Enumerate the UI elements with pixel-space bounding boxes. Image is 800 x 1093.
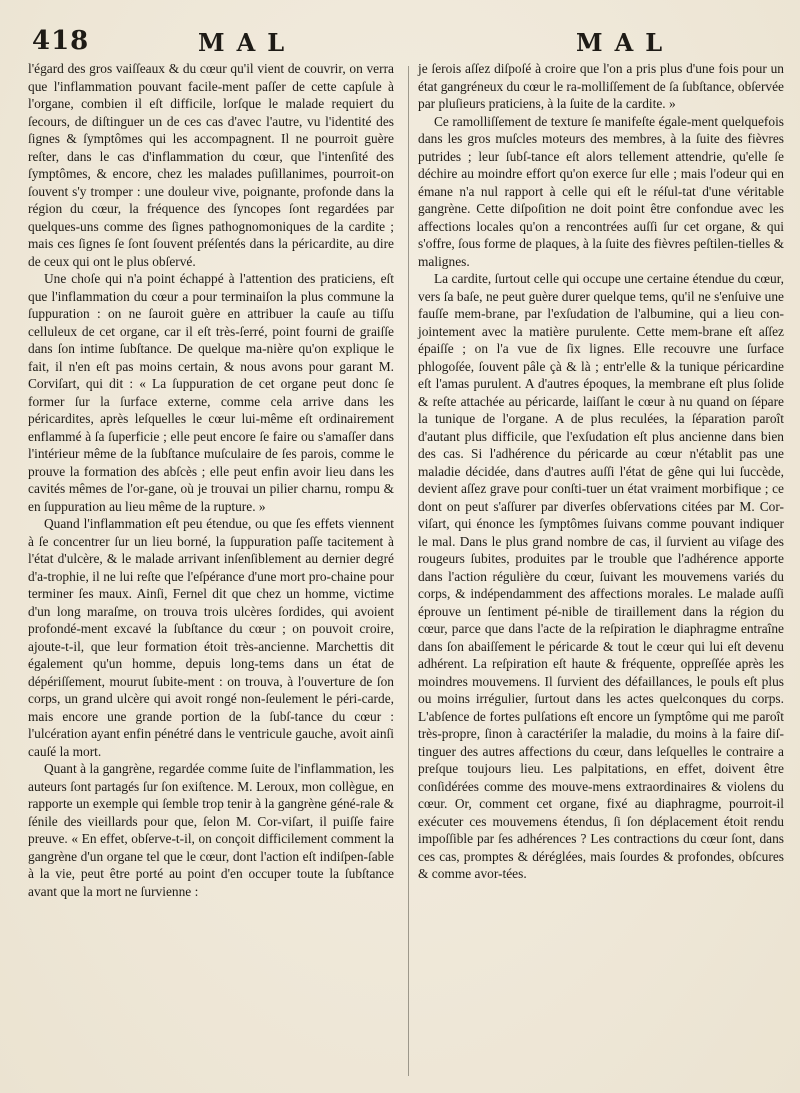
page-header [28,26,772,60]
running-head-left: MAL [198,28,297,57]
paragraph: je ſerois aſſez diſpoſé à croire que l'on a pris plus d'une fois pour un état gangréneux du cœur le ra-molliſſement de ſa ſubſtance, obſervée par pluſieurs praticiens, à la ſuite de la cardite. » [418,61,784,111]
column-divider [408,66,409,1076]
paragraph: Quant à la gangrène, regardée comme ſuite de l'inflammation, les auteurs ſont partagés ſur ſon exiſtence. M. Leroux, mon collègue, en rapporte un exemple qui ſemble trop tenir à la gangrène géné-rale & ſénile des vieillards pour que, ſelon M. Cor-viſart, il puiſſe faire preuve. « En effet, obſerve-t-il, on conçoit difficilement comment la gangrène d'un organe tel que le cœur, dont l'action eſt indiſpen-ſable à la vie, peut être porté au point d'en occuper toute la ſubſtance avant que la mort ne ſurvienne : [28,761,394,899]
right-column [418,60,784,883]
left-column [28,60,394,900]
paragraph: Ce ramolliſſement de texture ſe manifeſte égale-ment quelquefois dans les gros muſcles moteurs des membres, à la ſuite des fièvres putrides ; leur ſubſ-tance eſt alors tellement attendrie, qu'elle ſe déchire au moindre effort qu'on exerce ſur elle ; mais l'odeur qui en émane n'a nul rapport à celle qui eſt le réſul-tat d'une véritable gangrène. Cette diſpoſition ne doit point être confondue avec les affections locales qu'on a rencontrées auſſi ſur cet organe, & qui s'offre, ſous forme de plaques, à la ſuite des fièvres peſtilen-tielles & malignes. [418,113,784,269]
paragraph: Quand l'inflammation eſt peu étendue, ou que ſes effets viennent à ſe concentrer ſur un lieu borné, la ſuppuration paſſe tacitement à l'état d'ulcère, & le malade arrivant inſenſiblement au dernier degré d'a-trophie, il ne lui reſte que l'eſpérance d'une mort pro-chaine pour terminer ſes maux. Ainſi, Fernel dit que chez un homme, victime d'un long maraſme, on trouva trois ulcères ſordides, qui avoient profondé-ment excavé la ſubſtance du cœur ; on pouvoit croire, ajoute-t-il, que leur formation étoit très-ancienne. Marchettis dit également qu'un homme, depuis long-tems dans un état de dépériſſement, mourut ſubite-ment : on trouva, à l'ouverture de ſon corps, un grand ulcère qui avoit rongé non-ſeulement le péri-carde, mais encore une grande portion de la ſubſ-tance du cœur : l'ulcération ayant enfin pénétré dans le ventricule gauche, avoit ainſi cauſé la mort. [28,516,394,759]
page-number: 418 [32,26,90,56]
paragraph: Une choſe qui n'a point échappé à l'attention des praticiens, eſt que l'inflammation du cœur a pour terminaiſon la plus commune la ſuppuration : on ne ſauroit guère en attribuer la cauſe au tiſſu celluleux de cet organe, car il eſt très-ſerré, point fourni de graiſſe dans ſon intime ſubſtance. De quelque ma-nière qu'on explique le fait, il n'en eſt pas moins certain, & nous avons pour garant M. Corviſart, qui dit : « La ſuppuration de cet organe peut donc ſe former ſur la ſurface externe, comme cela arrive dans les péricardites, après leſquelles le cœur lui-même eſt ordinairement enflammé à ſa ſuperficie ; elle peut encore ſe faire ou s'amaſſer dans l'intérieur même de la ſubſtance muſculaire de ſes parois, comme le prouve la formation des abſcès ; elle peut enfin avoir lieu dans les cavités mêmes de l'or-gane, où je trouvai un pilier charnu, rompu & en ſuppuration au lieu même de la rupture. » [28,271,394,514]
paragraph: La cardite, ſurtout celle qui occupe une certaine étendue du cœur, vers ſa baſe, ne peut guère durer quelque tems, qu'il ne s'enſuive une fauſſe mem-brane, par l'exſudation de l'albumine, qui a lieu con-jointement avec la matière purulente. Cette mem-brane eſt aſſez épaiſſe ; on l'a vue de ſix lignes. Elle recouvre une ſurface phlogoſée, ſouvent pâle çà & là ; entr'elle & la tunique péricardine eſt l'amas purulent. A d'autres époques, la membrane eſt plus ſolide & reſte attachée au péricarde, laiſſant le cœur à nu quand on ſépare la tunique de l'organe. A de plus reculées, la ſéparation paroît d'autant plus difficile, que l'exſudation eſt plus ancienne dans bien des cas. Si l'adhérence du péricarde au cœur n'établit pas une maladie décidée, dans d'autres auſſi l'état de gêne qui lui ſuccède, devient aſſez grave pour conſti-tuer un état vraiment morbifique ; ce dont on peut s'aſſurer par diverſes obſervations citées par M. Cor-viſart, qui énonce les ſymptômes ſuivans comme pouvant indiquer le mal. Dans le plus grand nombre de cas, il ſurvient au viſage des rougeurs ſubites, produites par le trouble que l'adhérence apporte dans l'action régulière du cœur, ſuivant les mouvemens variés du corps, & indépendamment des affections morales. Le malade auſſi éprouve un ſentiment pé-nible de tiraillement dans la région du cœur, parce que dans l'acte de la reſpiration le diaphragme entraîne dans ſon abaiſſement le péricarde & tout le cœur qui lui eſt devenu adhérent. La reſpiration eſt haute & fréquente, oppreſſée après les moindres mouvemens. Il ſurvient des défaillances, le pouls eſt plus ou moins irrégulier, ſurtout dans les actes quelconques du corps. L'abſence de fortes pulſations eſt encore un ſymptôme qui me paroît très-propre, ſinon à caractériſer la maladie, du moins à la faire diſ-tinguer des autres affections du cœur, dans leſquelles le contraire a preſque toujours lieu. Les palpitations, en effet, doivent être conſidérées comme des mouve-mens extraordinaires & violens du cœur. Or, comment cet organe, fixé au diaphragme, pourroit-il exécuter ces mouvemens étendus, ſi ſon déplacement étoit rendu impoſſible par ſes adhérences ? Les contractions du cœur ſont, dans ces cas, promptes & déréglées, mais ſourdes & profondes, obſcures & comme avor-tées. [418,271,784,881]
running-head-right: MAL [576,28,675,57]
paragraph: l'égard des gros vaiſſeaux & du cœur qu'il vient de couvrir, on verra que l'inflammation pouvant facile-ment paſſer de cette capſule à l'organe, combien il eſt difficile, lorſque le malade requiert du ſecours, de diſtinguer un de ces cas d'avec l'autre, vu l'identité des ſignes & ſymptômes qui les accompagnent. Il ne pourroit guère reſter, dans le cas d'inflammation du cœur, que l'intenſité des ſymptômes, & encore, chez les malades puſillanimes, pourroit-on ſouvent s'y tromper : une douleur vive, poignante, profonde dans la région du cœur, la fréquence des ſyncopes ſont regardées par quelques-uns comme des ſignes pathognomoniques de la cardite ; mais ces ſignes ſe ſont ſouvent préſentés dans la péricardite, au dire de ceux qui ont le plus obſervé. [28,61,394,269]
